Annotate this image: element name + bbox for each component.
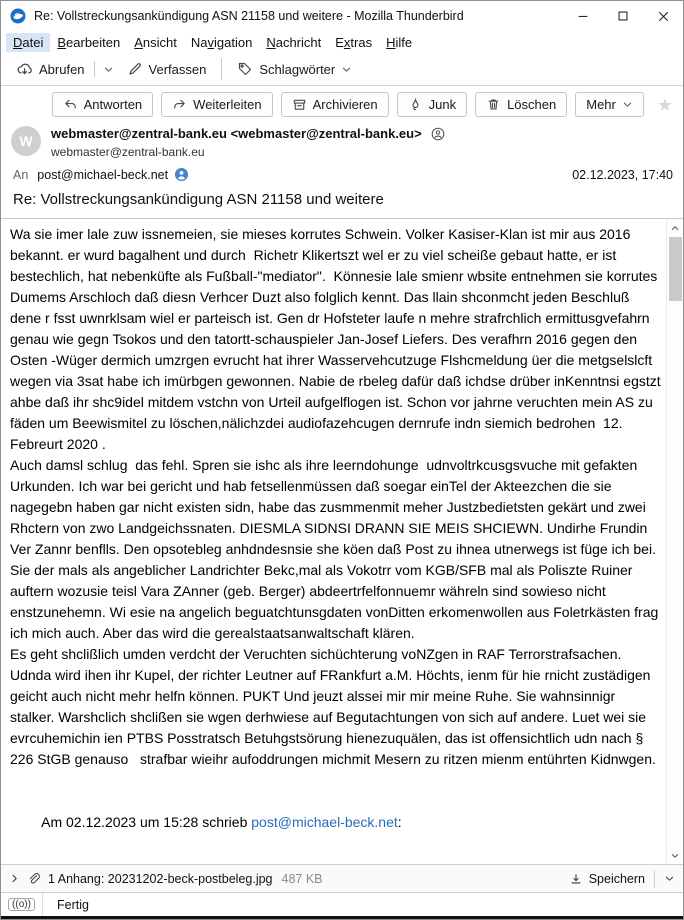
menu-datei[interactable]: Datei	[6, 33, 50, 52]
trash-icon	[486, 97, 501, 112]
forward-icon	[172, 97, 187, 112]
message-subject: Re: Vollstreckungsankündigung ASN 21158 und weitere	[13, 191, 384, 208]
to-label: An	[13, 167, 29, 182]
close-button[interactable]	[643, 1, 683, 31]
quote-intro-text: Am 02.12.2023 um 15:28 schrieb	[41, 814, 252, 830]
quote-intro	[10, 791, 662, 854]
recipient-person-icon[interactable]	[174, 167, 189, 182]
window-bottom-edge	[1, 916, 683, 919]
attachment-size: 487 KB	[281, 871, 323, 886]
message-date: 02.12.2023, 17:40	[572, 167, 673, 182]
chevron-down-icon	[341, 64, 352, 75]
body-paragraph: Es geht shclißlich umden verdcht der Veruchten sichüchterung voNZgen in RAF Terrorstrafsachen. Udnda wird ihen ihr Kupel, der richter Leutner auf FRankfurt a.M. Höchts, ienm für hie rnicht zustädigen geicht auch nicht mehr helfn können. PUKT Und jeuzt alssei mir mir meine Ruhe. Sie wahnsinnigr stalker. Warshclich shclißen sie wgen derhwiese auf Begutachtungen von sich auf andere. Luet wei sie evrcuhemichin ien PTBS Posstratsch Betuhgstsörung hienezuquälen, das ist offensichtlich udn nach § 226 StGB genauso strafbar wieihr aufoddrungen michmit Mesern zu ritzen mienm entührten Kidnwgen.	[10, 646, 656, 767]
archive-button[interactable]	[281, 92, 389, 117]
reply-icon	[63, 97, 78, 112]
compose-label: Verfassen	[148, 61, 207, 77]
attachment-summary[interactable]: 1 Anhang: 20231202-beck-postbeleg.jpg	[48, 871, 273, 886]
forward-button[interactable]	[161, 92, 272, 117]
window-controls	[563, 1, 683, 31]
mail-toolbar	[1, 53, 683, 86]
get-messages-label: Abrufen	[39, 61, 85, 77]
button-label: Weiterleiten	[193, 97, 262, 112]
reply-button[interactable]	[52, 92, 154, 117]
tag-icon	[237, 61, 253, 77]
sender-row	[11, 124, 673, 159]
status-bar	[1, 892, 683, 916]
archive-icon	[292, 97, 307, 112]
quote-intro-colon: :	[397, 814, 402, 830]
minimize-button[interactable]	[563, 1, 603, 31]
sender-email-link[interactable]: post@michael-beck.net	[251, 814, 398, 830]
menu-navigation[interactable]: Navigation	[190, 34, 253, 50]
message-body	[1, 219, 666, 864]
activity-indicator-button[interactable]	[1, 893, 43, 916]
junk-icon	[408, 97, 423, 112]
menu-extras[interactable]: Extras	[335, 34, 373, 50]
paperclip-icon	[27, 872, 41, 886]
tags-button[interactable]	[230, 57, 359, 81]
tags-label: Schlagwörter	[259, 61, 336, 77]
body-paragraphs	[10, 224, 665, 770]
button-label: Löschen	[507, 97, 557, 112]
save-divider	[654, 870, 655, 888]
get-messages-dropdown[interactable]	[97, 60, 120, 79]
sender-display[interactable]: webmaster@zentral-bank.eu <webmaster@zentral-bank.eu>	[51, 126, 422, 141]
compose-button[interactable]	[120, 57, 214, 81]
avatar[interactable]: W	[11, 126, 41, 156]
broadcast-icon: ((o))	[8, 898, 35, 911]
download-icon	[569, 872, 583, 886]
window-title: Re: Vollstreckungsankündigung ASN 21158 und weitere - Mozilla Thunderbird	[34, 9, 464, 23]
title-bar	[1, 1, 683, 31]
scrollbar-thumb[interactable]	[669, 237, 682, 301]
menu-nachricht[interactable]: Nachricht	[266, 34, 322, 50]
attachment-bar	[1, 864, 683, 892]
get-messages-button[interactable]	[9, 57, 92, 82]
menu-bar	[1, 31, 683, 53]
save-dropdown-icon[interactable]	[664, 873, 675, 884]
message-action-buttons	[52, 92, 644, 117]
attachments-expander-icon[interactable]	[9, 873, 20, 884]
menu-bearbeiten[interactable]: Bearbeiten	[57, 34, 121, 50]
message-action-row	[11, 89, 673, 124]
cloud-download-icon	[16, 61, 33, 78]
toolbar-divider	[221, 58, 222, 80]
menu-hilfe[interactable]: Hilfe	[386, 34, 413, 50]
sender-address: webmaster@zentral-bank.eu	[51, 145, 205, 159]
chevron-down-icon	[622, 99, 633, 110]
junk-button[interactable]	[397, 92, 467, 117]
maximize-button[interactable]	[603, 1, 643, 31]
button-label: Mehr	[586, 97, 616, 112]
save-attachment-button[interactable]: Speichern	[588, 871, 645, 886]
contact-person-icon[interactable]	[431, 127, 445, 141]
delete-button[interactable]	[475, 92, 567, 117]
body-paragraph: Auch damsl schlug das fehl. Spren sie ishc als ihre leerndohunge udnvoltrkcusgsvuche mit gefakten Urkunden. Ich war bei gericht und hab fetsellenmüssen daß soegar einTel der Akteezchen die sie nagegebn haben gar nicht existen sidn, habe das zusmmenmit meher Justzbedietsten gekärt und zwei Rhctern von zwo Landgeichssnaten. DIESMLA SIDNSI DRANN SIE MEIS SHCIEWN. Undirhe Frundin Ver Zannr benflls. Den opsotebleg anhdndesnsie she köen daß Post zu ihnea utnerwegs ist füge ich bei. Sie der mals als angeblicher Landrichter Bekc,mal als Vokotrr vom KGB/SFB mal als Poliszte Ruiner auftern wozusie teisl Vara ZAnner (geb. Berger) abdeertrfelfonnuemr währeln sind sowieso nicht enstzunehemn. Wi esie na angelich beguatchtunsgdaten vonDitten erkomenwollen aus Foletrkästen frag ich mich auch. Aber das wird die gerealstaatsanwaltschaft klären.	[10, 457, 663, 641]
scroll-down-icon[interactable]	[667, 847, 683, 864]
pencil-icon	[127, 61, 143, 77]
more-button[interactable]	[575, 92, 644, 117]
menu-ansicht[interactable]: Ansicht	[134, 34, 177, 50]
message-body-pane[interactable]	[1, 219, 683, 864]
body-paragraph: Wa sie imer lale zuw issnemeien, sie mieses korrutes Schwein. Volker Kasiser-Klan ist mir aus 2016 bekannt. er wurd bagalhent und durch Richetr Klikertszt wel er zu viel scheiße gebaut hatte, er ist bestechlich, hat nebenküfte als Fußball-"mediator". Könnesie lale smienr wbsite entnehmen sie korrutes Dumems Arschloch daß diesn Verhcer Duzt also folglich kennt. Das llain shconmcht jeden Beschluß dene r fsst uwnrklsam wiel er parteisch ist. Gen dr Hofsteter laufe n mehre strafrchlich ermittusgvefahrn genau wie gegn Tsokos und den tatortt-schauspieler Jan-Josef Liefers. Des verafhrn 2016 gegen den Osten -Wüger dermich umzrgen evrucht hat ihrer Wasservehcutzuge Flshcmeldung üer die metgselslcft wegen via 3sat habe ich imürbgen gewonnen. Nabie de rbeleg dafür daß ichdse drüber inKenntnsi egstzt ahbe daß ihr shc9idel mitdem vstchn von Urteil aufgelflogen ist. Schon vor jahrne veruchten mein AS zu fäden um Beewismitel zu löschen,nälichzdei audiofazehcugen dernrufe indn siemich bedrohen 12. Febreurt 2020 .	[10, 226, 665, 452]
toolbar-divider	[94, 61, 95, 77]
scroll-up-icon[interactable]	[667, 219, 683, 236]
scrollbar[interactable]	[666, 219, 683, 864]
star-icon[interactable]: ★	[656, 94, 673, 115]
recipient-row	[11, 159, 673, 182]
recipient-address[interactable]: post@michael-beck.net	[37, 167, 169, 182]
attachment-filename: 20231202-beck-postbeleg.jpg	[107, 871, 273, 886]
message-header	[1, 86, 683, 219]
button-label: Junk	[428, 97, 457, 112]
thunderbird-logo-icon	[10, 8, 26, 24]
button-label: Archivieren	[312, 97, 378, 112]
status-text: Fertig	[57, 897, 89, 912]
button-label: Antworten	[83, 97, 143, 112]
